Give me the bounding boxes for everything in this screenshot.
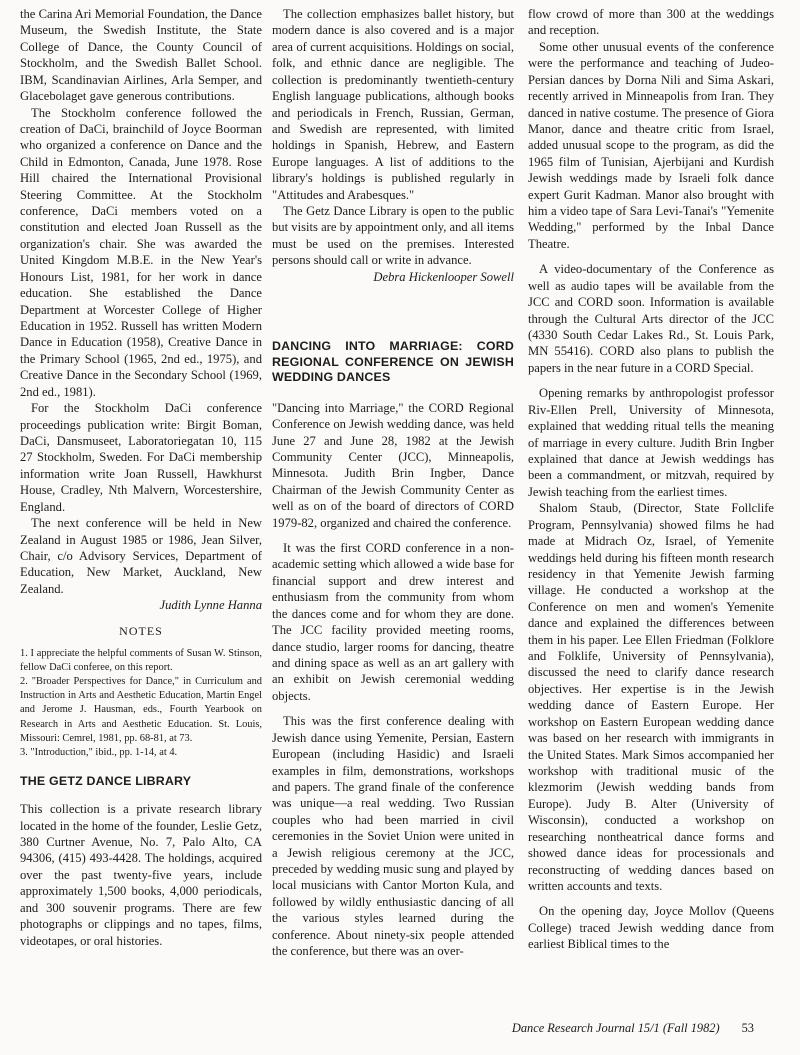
page-footer [512, 1021, 754, 1036]
paragraph: On the opening day, Joyce Mollov (Queens College) traced Jewish wedding dance from earliest Biblical times to the [528, 904, 774, 952]
section-heading: THE GETZ DANCE LIBRARY [20, 773, 192, 788]
paragraph: Shalom Staub, (Director, State Follclife Program, Pennsylvania) showed films he had made at Midrach Oz, Israel, of Yemenite weddings held during his fifteen month research residency in that Yemenite Jewish farming village. He conducted a workshop at the Conference on men and women's Yemenite dance and explained the differences between them in his paper. Lee Ellen Friedman (Folklore and Folklife, University of Pennsylvania), discussed the need to clarify dance research objectives. Her expertise is in the Jewish wedding dance of Eastern Europe. Her workshop on Eastern European wedding dance was based on her research with immigrants in the United States. Mark Simos accompanied her workshop with traditional music of the klezmorim (Jewish wedding bands from Europe). Judy B. Alter (University of Wisconsin), conducted a workshop on researching nontheatrical dance forms and showed dance ideas for processionals and reconstructing of wedding dances based on written accounts and texts. [528, 501, 774, 893]
paragraph: The next conference will be held in New Zealand in August 1985 or 1986, Jean Silver, Chair, c/o Advisory Services, Department of Education, New Market, Auckland, New Zealand. [20, 516, 262, 596]
page-number: 53 [741, 1021, 754, 1035]
paragraph: This collection is a private research library located in the home of the founder, Leslie Getz, 380 Curtner Avenue, No. 7, Palo Alto, CA 94306, (415) 493-4428. The holdings, acquired over the past twenty-five years, include approximately 1,500 books, 4,000 periodicals, and 300 souvenir programs. There are few photographs or clippings and no tapes, films, videotapes, or oral histories. [20, 802, 262, 948]
section-heading: DANCING INTO MARRIAGE: CORD REGIONAL CONFERENCE ON JEWISH WEDDING DANCES [272, 339, 514, 385]
author-signature: Judith Lynne Hanna [159, 598, 262, 613]
paragraph: The collection emphasizes ballet history, but modern dance is also covered and is a major area of current acquisitions. Holdings on social, folk, and ethnic dance are negligible. The collection is predominantly twentieth-century English language publications, although books and periodicals in French, Russian, German, and Swedish are represented, with limited holdings in Spanish, Hebrew, and Eastern Europe languages. A list of additions to the library's holdings is published regularly in "Attitudes and Arabesques." [272, 7, 514, 202]
author-signature: Debra Hickenlooper Sowell [373, 269, 514, 284]
column-3 [528, 6, 774, 953]
paragraph: It was the first CORD conference in a non-academic setting which allowed a wide base for financial support and drew interest and enthusiasm from the community from whom the dances come and for whom they are done. The JCC facility provided meeting rooms, dance studio, larger rooms for dancing, theatre and dining space as well as an art gallery with an exhibit on Jewish ceremonial wedding objects. [272, 541, 514, 703]
paragraph: the Carina Ari Memorial Foundation, the Dance Museum, the Swedish Institute, the State College of Dance, the County Council of Stockholm, and the Swedish Ballet School. IBM, Scandinavian Airlines, Arla Semper, and Glacebolaget gave generous contributions. [20, 7, 262, 104]
paragraph: For the Stockholm DaCi conference proceedings publication write: Birgit Boman, DaCi, Dansmuseet, Laboratoriegatan 10, 115 27 Stockholm, Sweden. For DaCi membership information write Joan Russell, Hawkhurst House, Cradley, Nth Malvern, Worcestershire, England. [20, 401, 262, 514]
footnote: 3. "Introduction," ibid., pp. 1-14, at 4. [20, 746, 178, 758]
column-2 [272, 6, 514, 960]
paragraph: Opening remarks by anthropologist professor Riv-Ellen Prell, University of Minnesota, explained that wedding ritual tells the meaning of marriage in every culture. Judith Brin Ingber explained that dance at Jewish weddings has been a commandment, or mitzvah, required by Jewish teaching from the earliest times. [528, 386, 774, 499]
column-1 [20, 6, 262, 949]
paragraph: "Dancing into Marriage," the CORD Regional Conference on Jewish wedding dance, was held June 27 and June 28, 1982 at the Jewish Community Center (JCC), Minneapolis, Minnesota. Judith Brin Ingber, Dance Chairman of the Jewish Community Center as well as on of the board of directors of CORD 1979-82, organized and chaired the conference. [272, 400, 514, 530]
notes-heading: NOTES [119, 623, 163, 638]
footnote: 1. I appreciate the helpful comments of Susan W. Stinson, fellow DaCi conferee, on this report. [20, 648, 262, 674]
paragraph: flow crowd of more than 300 at the weddings and reception. [528, 7, 774, 38]
journal-citation: Dance Research Journal 15/1 (Fall 1982) [511, 1021, 720, 1035]
paragraph: Some other unusual events of the conference were the performance and teaching of Judeo-Persian dances by Dorna Nili and Sima Askari, recently arrived in Minneapolis from Iran. They danced in native costume. The presence of Giora Manor, dance and theatre critic from Israel, added unusual scope to the program, as did the 1965 film of Tunisian, Ajerbijani and Kurdish Jewish weddings made by Israeli folk dance expert Gurit Kadman. Manor also brought with him a video tape of Sara Levi-Tanai's "Yemenite Wedding," performed by the Inbal Dance Theatre. [528, 39, 774, 251]
paragraph: This was the first conference dealing with Jewish dance using Yemenite, Persian, Eastern European (including Hasidic) and Israeli examples in film, demonstrations, workshops and papers. The grand finale of the conference was unique—a real wedding. Two Russian couples who had been married in civil ceremonies in the Soviet Union were united in a Jewish religious ceremony at the JCC, preceded by wedding music sung and played by local musicians with Cantor Morton Kula, and followed by wildly enthusiastic dancing of all the various styles learned during the conference. About ninety-six people attended the conference, but there was an over- [272, 714, 514, 959]
paragraph: The Getz Dance Library is open to the public but visits are by appointment only, and all items must be used on the premises. Interested persons should call or write in advance. [272, 204, 514, 268]
footnote: 2. "Broader Perspectives for Dance," in Curriculum and Instruction in Arts and Aesthetic Education, Martin Engel and Jerome J. Hausman, eds., Fourth Yearbook on Research in Arts and Aesthetic Education. St. Louis, Missouri: Cemrel, 1981, pp. 68-81, at 73. [20, 676, 262, 744]
paragraph: The Stockholm conference followed the creation of DaCi, brainchild of Joyce Boorman who organized a conference on Dance and the Child in Edmonton, Canada, June 1978. Rose Hill chaired the International Provisional Steering Committee. At the Stockholm conference, DaCi members voted on a constitution and elected Joan Russell as the organization's chair. She was awarded the United Kingdom M.B.E. in the New Year's Honours List, 1981, for her work in dance education. She established the Dance Department at Worcester College of Higher Education in 1952. Russell has written Modern Dance in Education (1958), Creative Dance in the Primary School (1965, 2nd ed., 1975), and Creative Dance in the Secondary School (1969, 2nd ed., 1981). [20, 105, 262, 399]
paragraph: A video-documentary of the Conference as well as audio tapes will be available from the JCC and CORD soon. Information is available through the Cultural Arts director of the JCC (4330 South Cedar Lakes Rd., St. Louis Park, MN 55416). CORD also plans to publish the papers in the near future in a CORD Special. [528, 262, 774, 375]
